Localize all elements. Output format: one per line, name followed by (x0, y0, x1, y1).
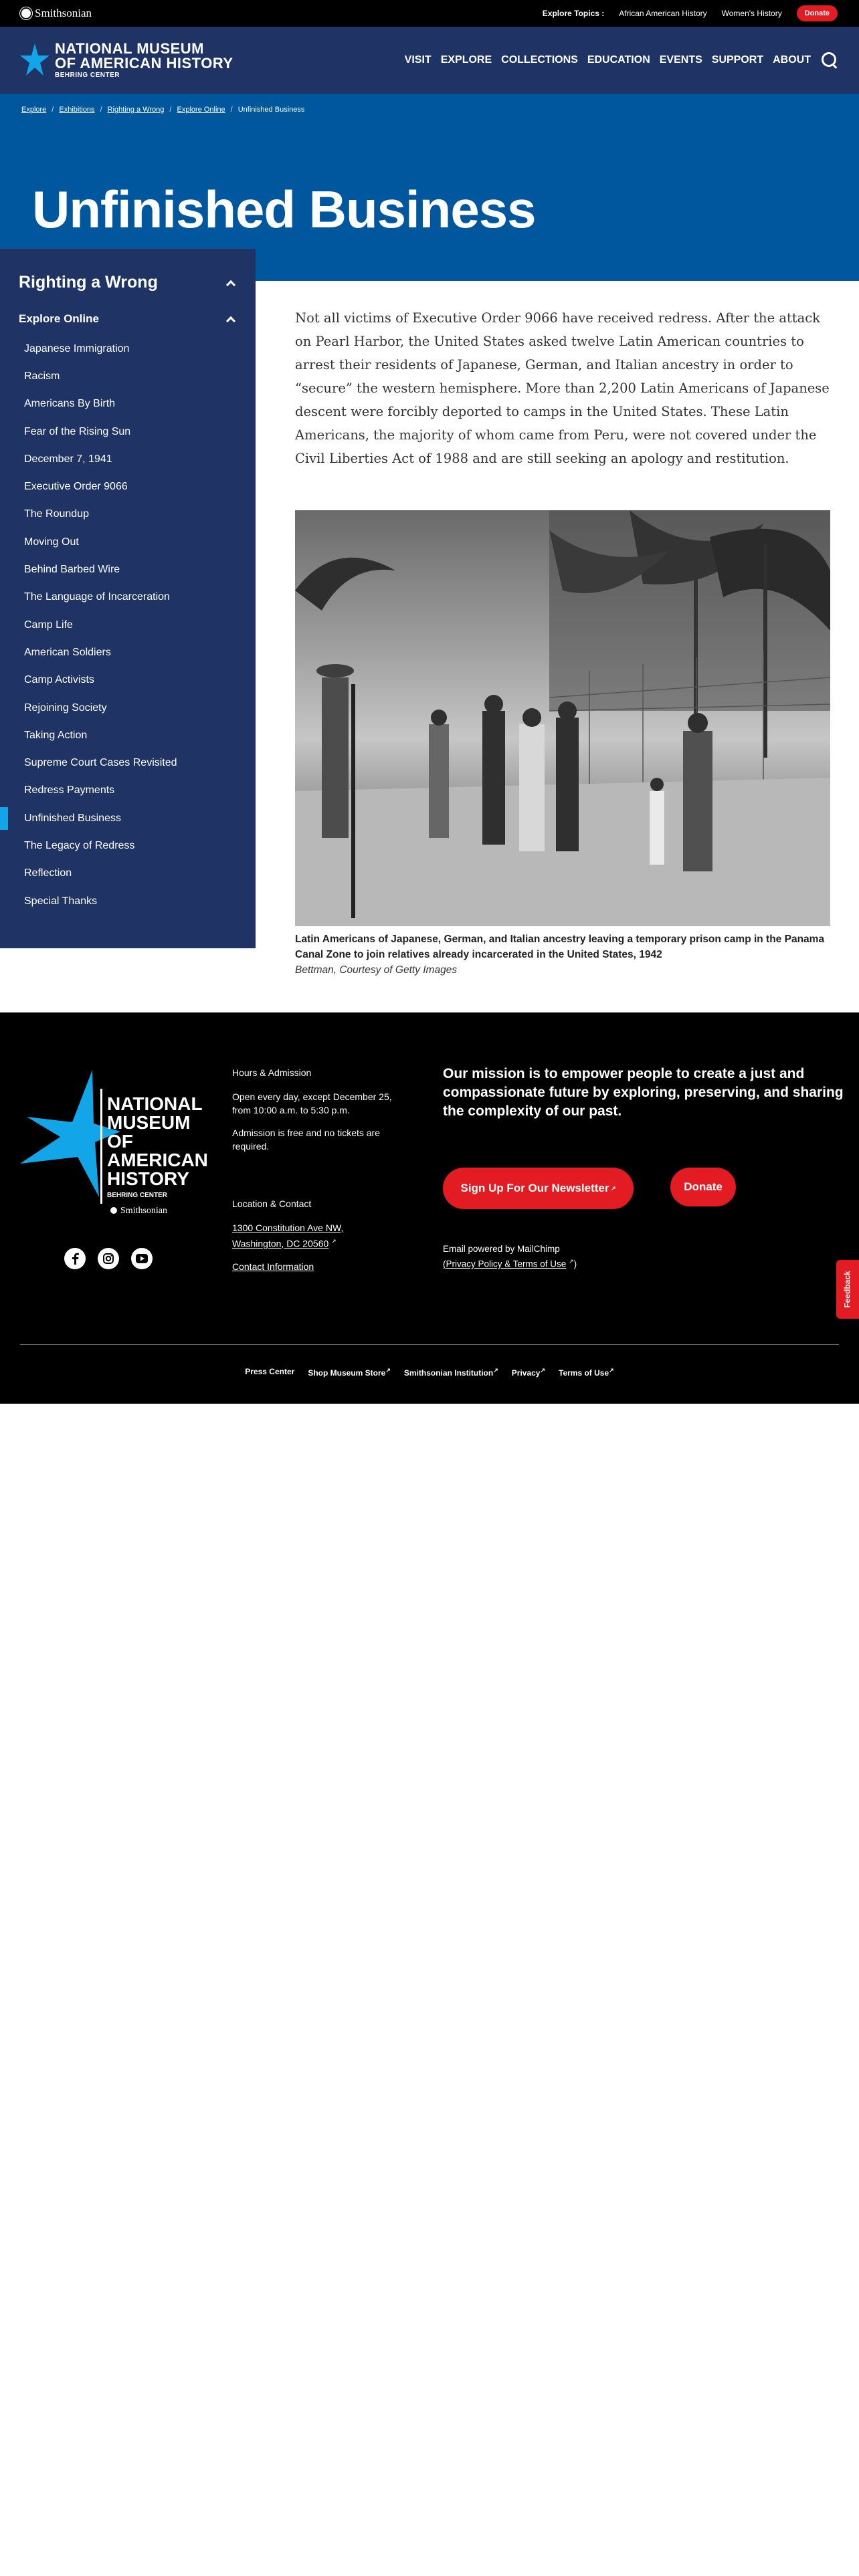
external-link-icon: ↗ (331, 1238, 337, 1245)
address-link[interactable] (232, 1221, 406, 1251)
facebook-icon[interactable] (64, 1248, 86, 1269)
explore-topics-label: Explore Topics : (542, 9, 605, 18)
sidebar-item[interactable]: The Roundup (24, 508, 89, 520)
mailchimp-privacy-link[interactable]: (Privacy Policy & Terms of Use (443, 1259, 567, 1269)
sidebar-title-text: Righting a Wrong (19, 273, 158, 292)
smithsonian-sun-icon (21, 9, 31, 18)
sidebar-list (0, 335, 256, 915)
sidebar-item[interactable]: Special Thanks (24, 895, 98, 907)
mailchimp-notice: Email powered by MailChimp (Privacy Policy & Terms of Use ↗) (443, 1244, 577, 1269)
main-nav (405, 51, 839, 70)
mailchimp-text: Email powered by MailChimp (443, 1244, 560, 1254)
youtube-icon[interactable] (131, 1248, 153, 1269)
breadcrumb-explore-online[interactable]: Explore Online (177, 106, 225, 114)
breadcrumb-righting-a-wrong[interactable]: Righting a Wrong (107, 106, 165, 114)
admission-text: Admission is free and no tickets are required. (232, 1128, 380, 1152)
sidebar-item[interactable]: Fear of the Rising Sun (24, 425, 131, 437)
footer-link-shop[interactable]: Shop Museum Store (308, 1368, 386, 1378)
sidebar-item[interactable]: Americans By Birth (24, 398, 116, 410)
sidebar-item[interactable]: Moving Out (24, 536, 79, 548)
address-line-2: Washington, DC 20560 (232, 1238, 329, 1249)
site-header (0, 27, 859, 94)
main-content (295, 306, 830, 978)
address-line-1: 1300 Constitution Ave NW, (232, 1222, 344, 1233)
instagram-icon[interactable] (98, 1248, 119, 1269)
footer-logo-line-4: AMERICAN (107, 1150, 207, 1170)
breadcrumb-explore[interactable]: Explore (21, 106, 47, 114)
topic-link-womens-history[interactable]: Women's History (721, 9, 782, 18)
sidebar-item[interactable]: American Soldiers (24, 646, 111, 658)
sidebar-item[interactable]: Camp Life (24, 619, 73, 631)
museum-name-line-2: OF AMERICAN HISTORY (55, 55, 233, 72)
top-utility-bar (0, 0, 859, 27)
smithsonian-logo[interactable] (21, 7, 92, 20)
sidebar-item[interactable]: Reflection (24, 867, 72, 879)
footer-museum-logo[interactable] (20, 1070, 207, 1234)
sidebar-item[interactable]: Camp Activists (24, 674, 94, 686)
footer-link-smithsonian[interactable]: Smithsonian Institution (403, 1368, 494, 1378)
sidebar-item[interactable]: Japanese Immigration (24, 342, 130, 354)
footer-donate-button[interactable]: Donate (670, 1168, 736, 1206)
external-link-icon: ↗ (569, 1258, 574, 1265)
sidebar-item-active[interactable]: Unfinished Business (0, 804, 256, 832)
newsletter-button-label: Sign Up For Our Newsletter (460, 1182, 609, 1194)
footer-link-privacy[interactable]: Privacy (511, 1368, 541, 1378)
breadcrumb-exhibitions[interactable]: Exhibitions (59, 106, 95, 114)
hours-admission (232, 1066, 406, 1283)
footer-logo-line-5: HISTORY (107, 1168, 189, 1189)
location-heading: Location & Contact (232, 1198, 312, 1209)
external-link-icon: ↗ (540, 1367, 546, 1374)
breadcrumb-current: Unfinished Business (237, 106, 305, 114)
sidebar-item[interactable]: Supreme Court Cases Revisited (24, 757, 177, 769)
sidebar-item[interactable]: December 7, 1941 (24, 453, 112, 465)
sidebar-item[interactable]: Racism (24, 370, 60, 382)
external-link-icon: ↗ (609, 1184, 616, 1192)
sidebar-title[interactable] (0, 273, 256, 292)
footer-logo-si: Smithsonian (120, 1206, 168, 1216)
footer-logo-line-2: MUSEUM (107, 1112, 191, 1133)
nav-education[interactable]: EDUCATION (587, 54, 650, 66)
sidebar-item[interactable]: The Legacy of Redress (24, 839, 135, 851)
footer-divider (20, 1344, 839, 1345)
nav-support[interactable]: SUPPORT (711, 54, 764, 66)
mission-statement: Our mission is to empower people to create a just and compassionate future by exploring, preserving, and sharing the complexity of our past. (443, 1066, 844, 1119)
sidebar-item[interactable]: Executive Order 9066 (24, 481, 128, 493)
nav-explore[interactable]: EXPLORE (440, 54, 492, 66)
external-link-icon: ↗ (609, 1367, 614, 1374)
footer-logo-graphic (20, 1070, 207, 1230)
sidebar-subtitle-text: Explore Online (19, 312, 99, 325)
external-link-icon: ↗ (493, 1367, 498, 1374)
breadcrumb: Explore / Exhibitions / Righting a Wrong / Explore Online / Unfinished Business (21, 106, 305, 114)
nav-events[interactable]: EVENTS (659, 54, 702, 66)
intro-paragraph: Not all victims of Executive Order 9066 have received redress. After the attack on Pearl Harbor, the United States asked twelve Latin American countries to arrest their residents of Japanese, German, and Italian ancestry in order to “secure” the western hemisphere. More than 2,200 Latin Americans of Japanese descent were forcibly deported to camps in the United States. These Latin Americans, the majority of whom came from Peru, were not covered under the Civil Liberties Act of 1988 and are still seeking an apology and restitution. (295, 310, 830, 466)
footer-link-press-center[interactable]: Press Center (245, 1367, 295, 1376)
search-icon[interactable] (820, 51, 839, 70)
sidebar-item[interactable]: Behind Barbed Wire (24, 564, 120, 576)
footer-link-terms[interactable]: Terms of Use (559, 1368, 609, 1378)
sidebar-item[interactable]: Taking Action (24, 729, 88, 741)
contact-link[interactable]: Contact Information (232, 1261, 314, 1272)
sidebar-subtitle[interactable] (0, 312, 256, 326)
nav-visit[interactable]: VISIT (404, 54, 432, 66)
social-links (64, 1248, 153, 1269)
nav-about[interactable]: ABOUT (773, 54, 811, 66)
chevron-up-icon[interactable] (226, 280, 235, 289)
historical-photo (295, 510, 830, 926)
museum-logo[interactable] (20, 41, 233, 79)
external-link-icon: ↗ (385, 1367, 391, 1374)
site-footer (0, 1012, 859, 1404)
footer-links (0, 1367, 859, 1378)
photo-caption (295, 932, 830, 978)
sidebar-item[interactable]: Redress Payments (24, 784, 115, 796)
section-sidebar (0, 249, 256, 948)
footer-logo-line-3: OF (107, 1131, 133, 1152)
smithsonian-logo-text: Smithsonian (35, 7, 92, 19)
hours-text: Open every day, except December 25, from 10:00 a.m. to 5:30 p.m. (232, 1091, 392, 1115)
nav-collections[interactable]: COLLECTIONS (501, 54, 578, 66)
newsletter-signup-button[interactable] (443, 1168, 634, 1209)
chevron-up-icon[interactable] (226, 316, 235, 326)
caption-text: Latin Americans of Japanese, German, and Italian ancestry leaving a temporary prison camp in the Panama Canal Zone to join relatives already incarcerated in the United States, 1942 (295, 934, 825, 960)
feedback-tab[interactable] (836, 1260, 859, 1319)
feedback-label: Feedback (843, 1271, 853, 1308)
sidebar-item[interactable]: The Language of Incarceration (24, 591, 170, 603)
top-donate-button[interactable]: Donate (797, 5, 838, 21)
museum-name-line-1: NATIONAL MUSEUM (55, 40, 205, 57)
sidebar-item[interactable]: Rejoining Society (24, 702, 107, 714)
explore-topics (543, 5, 838, 21)
topic-link-african-american-history[interactable]: African American History (619, 9, 707, 18)
photo-illustration (295, 510, 830, 926)
page-title: Unfinished Business (32, 180, 536, 239)
hours-heading: Hours & Admission (232, 1067, 312, 1078)
star-logo-icon (20, 43, 50, 77)
footer-logo-sub: BEHRING CENTER (107, 1192, 168, 1199)
photo-credit: Bettman, Courtesy of Getty Images (295, 964, 458, 976)
museum-name-sub: BEHRING CENTER (55, 72, 120, 79)
footer-logo-line-1: NATIONAL (107, 1093, 203, 1114)
